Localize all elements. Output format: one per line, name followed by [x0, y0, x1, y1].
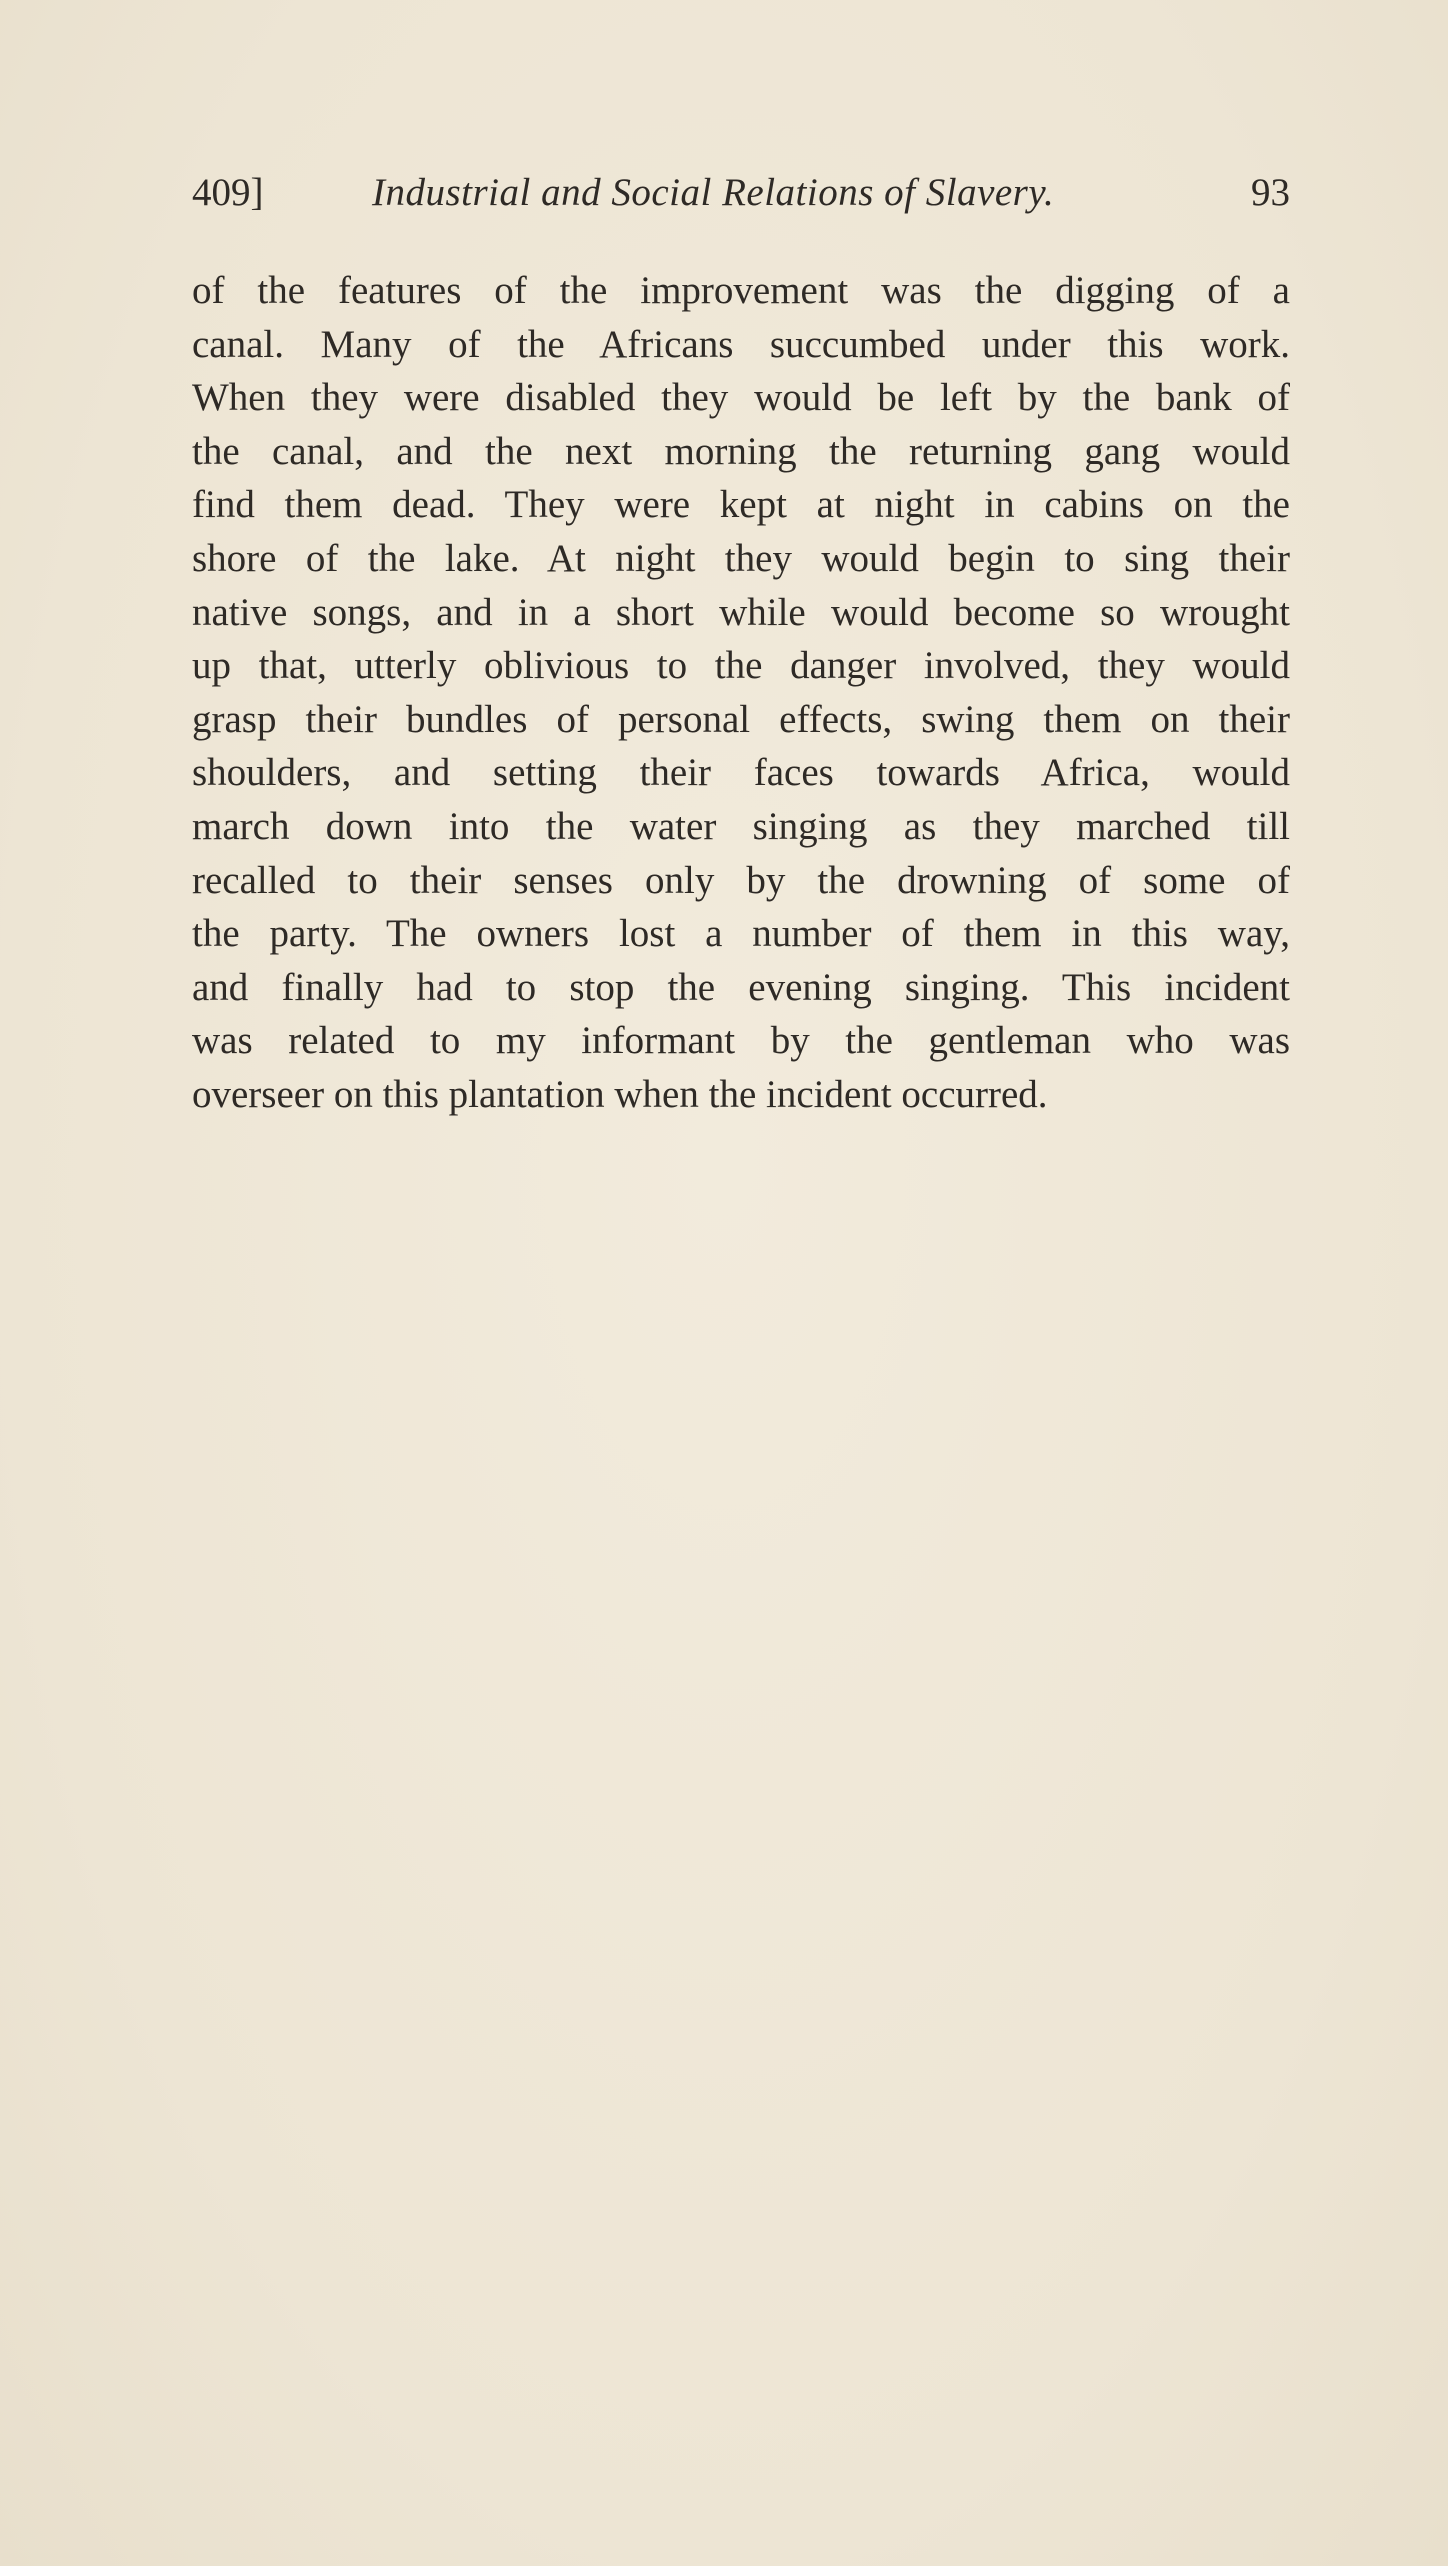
text-line: shoulders, and setting their faces towards Africa, would — [192, 751, 1290, 795]
text-line: the canal, and the next morning the returning gang would — [192, 429, 1290, 473]
page-number: 93 — [1251, 171, 1290, 214]
text-line: up that, utterly oblivious to the danger involved, they would — [192, 644, 1290, 688]
text-line: was related to my informant by the gentleman who was — [192, 1019, 1290, 1063]
body-paragraph — [192, 264, 1290, 1122]
text-line: grasp their bundles of personal effects, swing them on their — [192, 697, 1290, 741]
running-title: Industrial and Social Relations of Slavery. — [372, 171, 1055, 214]
text-line: of the features of the improvement was the digging of a — [192, 269, 1290, 312]
text-line: canal. Many of the Africans succumbed under this work. — [192, 322, 1290, 366]
text-line: native songs, and in a short while would become so wrought — [192, 590, 1290, 634]
running-head — [192, 168, 1290, 218]
text-line: overseer on this plantation when the incident occurred. — [192, 1072, 1048, 1116]
text-line: and finally had to stop the evening singing. This incident — [192, 965, 1290, 1009]
text-line: find them dead. They were kept at night in cabins on the — [192, 483, 1290, 527]
text-line: recalled to their senses only by the drowning of some of — [192, 858, 1290, 902]
text-line: march down into the water singing as they marched till — [192, 804, 1290, 848]
text-line: the party. The owners lost a number of them in this way, — [192, 912, 1290, 956]
text-line: When they were disabled they would be left by the bank of — [192, 376, 1290, 420]
text-line: shore of the lake. At night they would begin to sing their — [192, 536, 1290, 580]
left-page-reference: 409] — [192, 171, 264, 214]
